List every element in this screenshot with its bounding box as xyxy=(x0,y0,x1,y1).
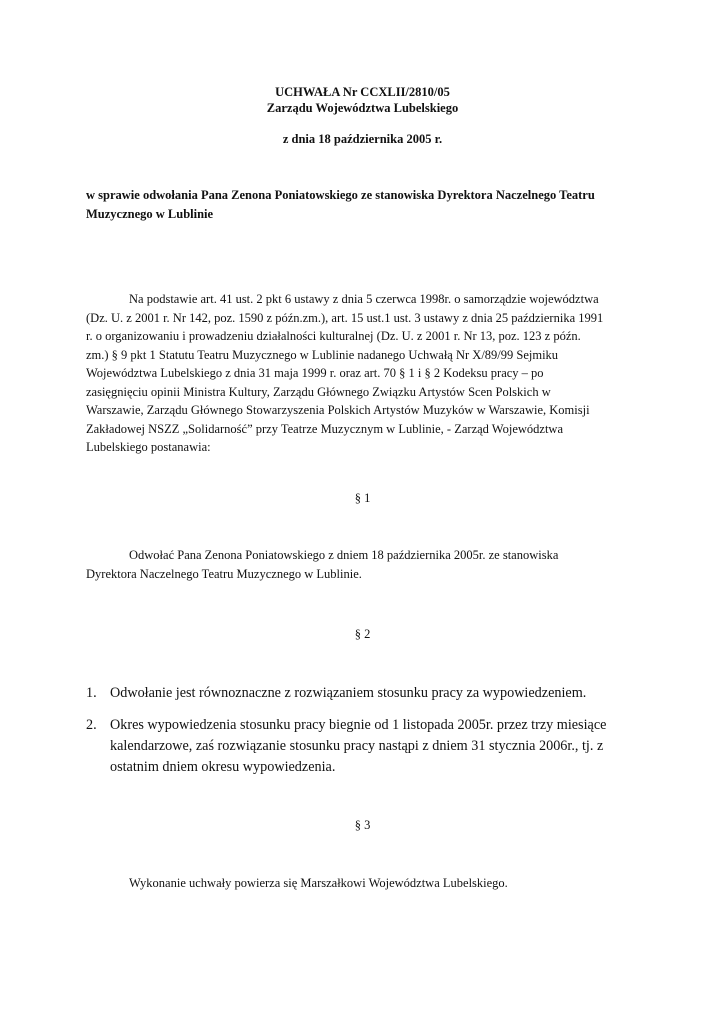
list-item-number: 2. xyxy=(86,717,97,733)
list-item-text xyxy=(110,715,646,778)
list-item-text xyxy=(110,683,646,704)
section-2-heading: § 2 xyxy=(354,627,371,641)
preamble-line: Warszawie, Zarządu Głównego Stowarzyszenia Polskich Artystów Muzyków w Warszawie, Komisji xyxy=(86,403,590,417)
section-1-line: Odwołać Pana Zenona Poniatowskiego z dniem 18 października 2005r. ze stanowiska xyxy=(129,548,559,562)
list-item xyxy=(86,715,646,778)
preamble-line: Lubelskiego postanawia: xyxy=(86,440,211,454)
preamble-line: zasięgnięciu opinii Ministra Kultury, Zarządu Głównego Związku Artystów Scen Polskich w xyxy=(86,384,551,399)
subject-line: w sprawie odwołania Pana Zenona Poniatowskiego ze stanowiska Dyrektora Naczelnego Teatru xyxy=(86,188,595,202)
subject-line: Muzycznego w Lublinie xyxy=(86,207,214,221)
list-item-line: ostatnim dniem okresu wypowiedzenia. xyxy=(110,759,336,775)
list-item-line: kalendarzowe, zaś rozwiązanie stosunku pracy nastąpi z dniem 31 stycznia 2006r., tj. z xyxy=(110,738,604,754)
resolution-subject xyxy=(86,186,646,224)
preamble-line: r. o organizowaniu i prowadzeniu działalności kulturalnej (Dz. U. z 2001 r. Nr 13, poz. 123 z późn. xyxy=(86,329,581,343)
preamble-line: (Dz. U. z 2001 r. Nr 142, poz. 1590 z późn.zm.), art. 15 ust.1 ust. 3 ustawy z dnia 25 października 1991 xyxy=(86,310,604,325)
section-1-paragraph xyxy=(86,546,646,583)
section-1-heading: § 1 xyxy=(354,491,371,505)
section-3-heading: § 3 xyxy=(354,818,371,832)
preamble-paragraph xyxy=(86,290,646,457)
resolution-number: UCHWAŁA Nr CCXLII/2810/05 xyxy=(275,85,450,99)
issuing-body: Zarządu Województwa Lubelskiego xyxy=(266,101,459,115)
preamble-line: Na podstawie art. 41 ust. 2 pkt 6 ustawy z dnia 5 czerwca 1998r. o samorządzie województwa xyxy=(129,292,599,306)
list-item-number: 1. xyxy=(86,685,97,701)
section-3-paragraph: Wykonanie uchwały powierza się Marszałkowi Województwa Lubelskiego. xyxy=(129,876,508,890)
list-item-line: Odwołanie jest równoznaczne z rozwiązaniem stosunku pracy za wypowiedzeniem. xyxy=(110,685,587,701)
list-item xyxy=(86,683,646,704)
resolution-date: z dnia 18 października 2005 r. xyxy=(282,132,443,146)
preamble-line: zm.) § 9 pkt 1 Statutu Teatru Muzycznego w Lublinie nadanego Uchwałą Nr X/89/99 Sejmiku xyxy=(86,347,559,362)
section-1-line: Dyrektora Naczelnego Teatru Muzycznego w Lublinie. xyxy=(86,566,362,581)
list-item-line: Okres wypowiedzenia stosunku pracy biegnie od 1 listopada 2005r. przez trzy miesiące xyxy=(110,717,607,733)
preamble-line: Województwa Lubelskiego z dnia 31 maja 1999 r. oraz art. 70 § 1 i § 2 Kodeksu pracy – po xyxy=(86,366,544,380)
preamble-line: Zakładowej NSZZ „Solidarność” przy Teatrze Muzycznym w Lublinie, - Zarząd Województwa xyxy=(86,421,564,436)
